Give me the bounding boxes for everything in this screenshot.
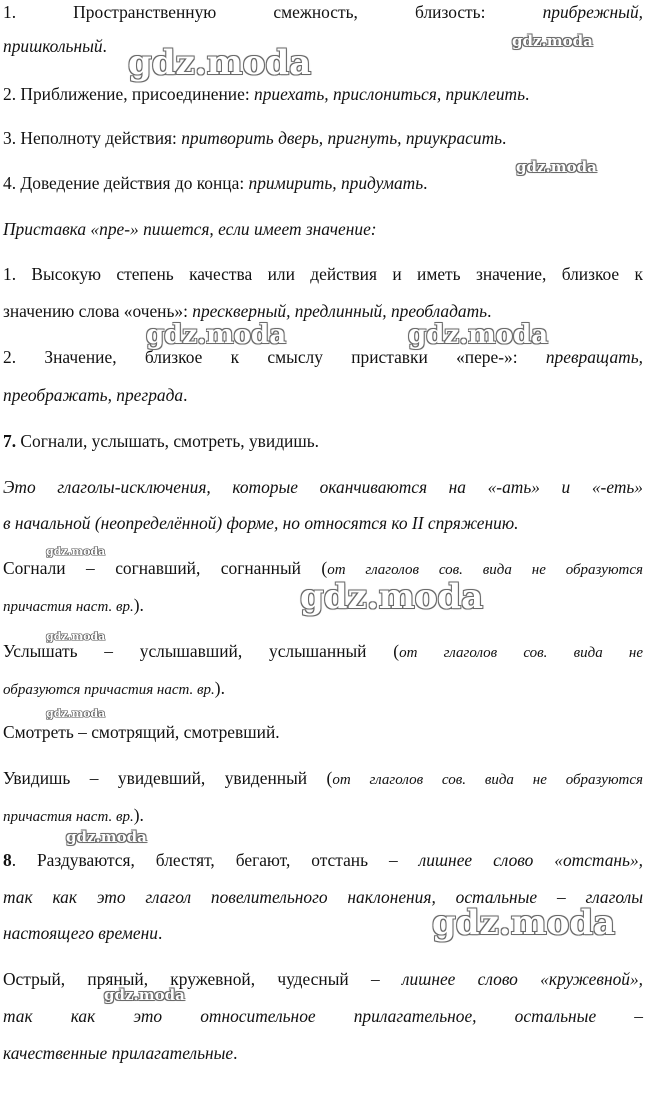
text-segment: причастия наст. вр. xyxy=(3,599,134,615)
text-line xyxy=(3,640,643,662)
text-line xyxy=(3,677,643,699)
text-line xyxy=(3,83,643,105)
text-segment: 7. xyxy=(3,431,17,451)
text-line xyxy=(3,1042,643,1064)
text-segment: . xyxy=(423,173,428,193)
text-segment: 1. Пространственную смежность, близость: xyxy=(3,2,543,22)
text-segment: качественные прилагательные xyxy=(3,1043,234,1063)
text-segment: значению слова «очень»: xyxy=(3,301,193,321)
text-line xyxy=(3,1,643,23)
watermark: gdz.moda xyxy=(46,630,106,643)
text-segment: . xyxy=(525,84,530,104)
text-segment: 1. Высокую степень качества или действия и иметь значение, близкое к xyxy=(3,264,643,284)
watermark: gdz.moda xyxy=(66,828,147,846)
text-line xyxy=(3,476,643,498)
text-segment: Услышать – услышавший, услышанный ( xyxy=(3,641,400,661)
text-segment: ). xyxy=(214,678,225,698)
text-segment: . xyxy=(502,128,507,148)
text-line xyxy=(3,804,643,826)
text-line xyxy=(3,430,643,452)
text-segment: приехать, прислониться, приклеить xyxy=(254,84,526,104)
text-line xyxy=(3,557,643,579)
text-line xyxy=(3,849,643,871)
text-segment: . xyxy=(157,923,163,943)
text-segment: пришкольный xyxy=(3,36,103,56)
text-segment: . xyxy=(183,385,188,405)
watermark: gdz.moda xyxy=(408,320,549,350)
text-segment: . xyxy=(233,1043,238,1063)
text-segment: лишнее слово «отстань», xyxy=(418,850,643,870)
watermark: gdz.moda xyxy=(46,707,106,720)
text-segment: . xyxy=(487,301,492,321)
watermark: gdz.moda xyxy=(432,903,616,943)
text-segment: настоящего времени xyxy=(3,923,158,943)
text-segment: образуются причастия наст. вр. xyxy=(3,682,215,698)
text-segment: преображать, преграда xyxy=(3,385,184,405)
text-line xyxy=(3,512,643,534)
watermark: gdz.moda xyxy=(104,986,185,1004)
text-segment: 3. Неполноту действия: xyxy=(3,128,182,148)
text-segment: Острый, пряный, кружевной, чудесный – xyxy=(3,969,402,989)
text-line xyxy=(3,300,643,322)
text-segment: примирить, придумать xyxy=(248,173,424,193)
text-line xyxy=(3,1005,643,1027)
watermark: gdz.moda xyxy=(46,545,106,558)
watermark: gdz.moda xyxy=(512,32,593,50)
text-segment: Приставка «пре-» пишется, если имеет значение: xyxy=(3,219,377,239)
watermark: gdz.moda xyxy=(146,320,287,350)
text-segment: в начальной (неопределённой) форме, но относятся ко II спряжению. xyxy=(3,513,519,533)
text-line xyxy=(3,721,643,743)
text-segment: так как это глагол повелительного наклонения, остальные – глаголы xyxy=(3,887,643,907)
text-segment: от глаголов сов. вида не xyxy=(399,645,643,661)
text-segment: прибрежный, xyxy=(542,2,643,22)
text-segment: Увидишь – увидевший, увиденный ( xyxy=(3,768,333,788)
text-segment: Смотреть – смотрящий, смотревший. xyxy=(3,722,280,742)
text-segment: 4. Доведение действия до конца: xyxy=(3,173,249,193)
text-segment: Это глаголы-исключения, которые оканчиваются на «-ать» и «-еть» xyxy=(3,477,643,497)
text-segment: ). xyxy=(133,805,144,825)
text-line xyxy=(3,384,643,406)
text-segment: . Раздуваются, блестят, бегают, отстань – xyxy=(11,850,419,870)
text-segment: превращать, xyxy=(545,347,643,367)
text-line xyxy=(3,767,643,789)
text-segment: Согнали – согнавший, согнанный ( xyxy=(3,558,328,578)
watermark: gdz.moda xyxy=(300,577,484,617)
text-line xyxy=(3,263,643,285)
text-segment: лишнее слово «кружевной», xyxy=(401,969,644,989)
text-line xyxy=(3,127,643,149)
text-line xyxy=(3,218,643,240)
text-segment: . xyxy=(102,36,107,56)
text-segment: причастия наст. вр. xyxy=(3,809,134,825)
text-segment: от глаголов сов. вида не образуются xyxy=(332,772,643,788)
text-segment: 8 xyxy=(3,850,12,870)
text-segment: так как это относительное прилагательное, остальные – xyxy=(3,1006,643,1026)
text-segment: 2. Приближение, присоединение: xyxy=(3,84,255,104)
text-segment: 2. Значение, близкое к смыслу приставки «пере-»: xyxy=(3,347,546,367)
text-segment: притворить дверь, пригнуть, приукрасить xyxy=(181,128,503,148)
text-segment: ). xyxy=(133,595,144,615)
text-segment: от глаголов сов. вида не образуются xyxy=(327,562,643,578)
text-segment: Согнали, услышать, смотреть, увидишь. xyxy=(16,431,320,451)
watermark: gdz.moda xyxy=(516,158,597,176)
text-segment: прескверный, предлинный, преобладать xyxy=(192,301,488,321)
watermark: gdz.moda xyxy=(128,43,312,83)
text-line xyxy=(3,968,643,990)
